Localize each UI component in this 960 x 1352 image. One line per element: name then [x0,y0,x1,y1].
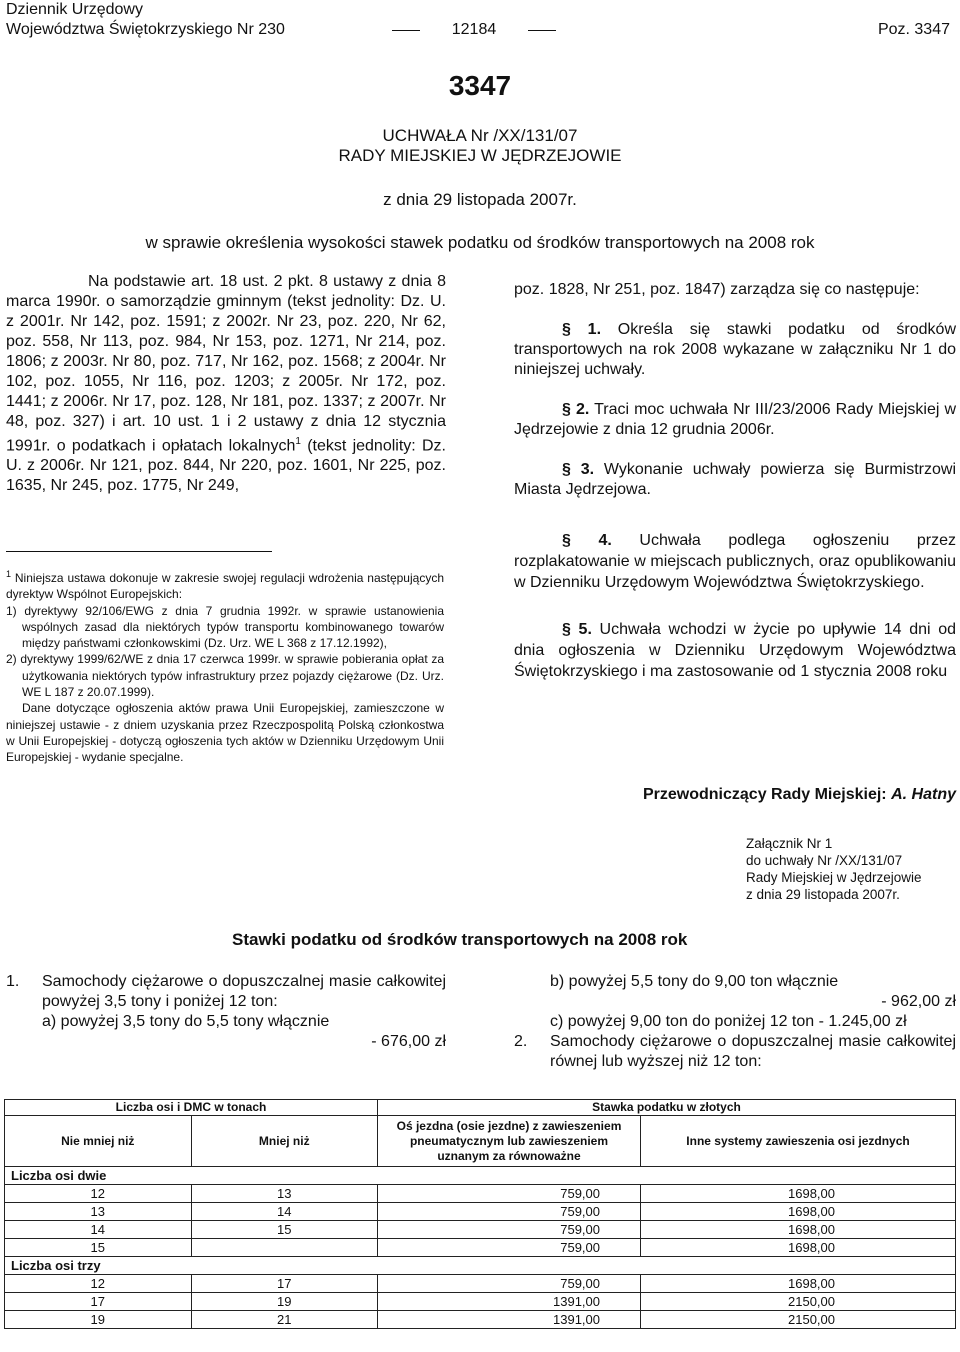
th-rate: Stawka podatku w złotych [378,1100,956,1116]
preamble [6,272,446,496]
page-number: 12184 [424,20,524,40]
cell-other: 1698,00 [641,1221,956,1239]
council-name: RADY MIEJSKIEJ W JĘDRZEJOWIE [338,146,622,165]
signature-name: A. Hatny [891,786,956,803]
group-three-axles: Liczba osi trzy [5,1257,956,1275]
rate-b-amount: - 962,00 zł [881,993,956,1010]
annex-title: Załącznik Nr 1 [746,836,833,851]
table-row [5,1293,956,1311]
footnote-divider [6,551,272,552]
section-5-text: Uchwała wchodzi w życie po upływie 14 dni od dnia ogłoszenia w Dzienniku Urzędowym Województwa Świętokrzyskiego i ma zastosowanie od 1 stycznia 2008 roku [514,621,956,680]
annex-ref: do uchwały Nr /XX/131/07 [746,853,903,868]
position-number: Poz. 3347 [877,21,950,38]
annex-header [746,835,922,903]
rate-item-1-text: Samochody ciężarowe o dopuszczalnej masie całkowitej powyżej 3,5 tony i poniżej 12 ton: [42,973,446,1010]
footnote-closing: Dane dotyczące ogłoszenia aktów prawa Unii Europejskiej, zamieszczone w niniejszej ustawie - z dniem uzyskania przez Rzeczpospolitą Polską członkostwa w Unii Europejskiej - dotyczą ogłoszenia tych aktów w Dzienniku Urzędowym Unii Europejskiej - wydanie specjalne. [6,701,444,765]
cell-min: 12 [5,1185,192,1203]
footnote-ref: 1 [295,436,301,447]
section-3-text: Wykonanie uchwały powierza się Burmistrzowi Miasta Jędrzejowa. [514,461,957,498]
rates-title: Stawki podatku od środków transportowych na 2008 rok [232,930,688,949]
section-4 [514,530,956,593]
section-2-mark: § 2. [562,401,590,418]
cell-other: 1698,00 [641,1239,956,1257]
rate-table [4,1099,956,1329]
rates-left [6,972,446,1052]
cell-min: 17 [5,1293,192,1311]
journal-title: Dziennik Urzędowy [6,1,143,18]
document-number: 3347 [448,70,512,101]
cell-pneumatic: 759,00 [378,1221,641,1239]
section-4-mark: § 4. [562,532,612,549]
table-row [5,1185,956,1203]
th-max: Mniej niż [191,1116,378,1167]
cell-max: 15 [191,1221,378,1239]
annex-date: z dnia 29 listopada 2007r. [746,887,900,902]
cell-max: 13 [191,1185,378,1203]
table-row [5,1239,956,1257]
resolution-sections [514,280,956,702]
signature [643,786,956,804]
journal-header [6,0,285,40]
cell-pneumatic: 759,00 [378,1239,641,1257]
table-row [5,1221,956,1239]
rate-a-text: a) powyżej 3,5 tony do 5,5 tony włącznie [42,1013,330,1030]
rate-item-2-label: 2. [514,1033,528,1050]
footnote-item-1: 1) dyrektywy 92/106/EWG z dnia 7 grudnia 1992r. w sprawie ustanowienia wspólnych zasad dla niektórych typów transportu kombinowanego towarów między państwami członkowskimi (Dz. Urz. WE L 368 z 17.12.1992), [6,603,444,651]
cell-other: 1698,00 [641,1185,956,1203]
table-row [5,1311,956,1329]
section-3 [514,460,956,500]
cell-other: 1698,00 [641,1203,956,1221]
rate-c-text: c) powyżej 9,00 ton do poniżej 12 ton - 1.245,00 zł [550,1013,907,1030]
cell-min: 14 [5,1221,192,1239]
cell-min: 19 [5,1311,192,1329]
preamble-text-cont: (tekst jednolity: Dz. U. z 2006r. Nr 121, poz. 844, Nr 220, poz. 1601, Nr 225, poz. 1635, Nr 245, poz. 1775, Nr 249, [6,437,446,495]
cell-max [191,1239,378,1257]
rate-item-1 [6,972,446,1012]
cell-pneumatic: 1391,00 [378,1293,641,1311]
cell-other: 2150,00 [641,1293,956,1311]
section-1-text: Określa się stawki podatku od środków transportowych na rok 2008 wykazane w załączniku Nr 1 do niniejszej uchwały. [514,321,956,378]
journal-issue: Województwa Świętokrzyskiego Nr 230 [6,21,285,38]
cell-other: 1698,00 [641,1275,956,1293]
section-5-mark: § 5. [562,621,592,638]
rate-item-1-label: 1. [6,973,20,990]
cell-max: 17 [191,1275,378,1293]
cell-pneumatic: 759,00 [378,1203,641,1221]
cell-other: 2150,00 [641,1311,956,1329]
footnote-item-2: 2) dyrektywy 1999/62/WE z dnia 17 czerwca 1999r. w sprawie pobierania opłat za użytkowania niektórych typów infrastruktury przez pojazdy ciężarowe (Dz. Urz. WE L 187 z 20.07.1999). [6,652,444,700]
rate-b [514,972,956,1012]
th-other: Inne systemy zawieszenia osi jezdnych [641,1116,956,1167]
rates-right [514,972,956,1072]
rate-a-amount: - 676,00 zł [371,1033,446,1050]
th-min: Nie mniej niż [5,1116,192,1167]
preamble-text: Na podstawie art. 18 ust. 2 pkt. 8 ustawy z dnia 8 marca 1990r. o samorządzie gminnym (tekst jednolity: Dz. U. z 2001r. Nr 142, poz. 1591; z 2002r. Nr 23, poz. 220, Nr 62, poz. 558, Nr 113, poz. 984, Nr 153, poz. 1271, Nr 214, poz. 1806; z 2003r. Nr 80, poz. 717, Nr 162, poz. 1568; z 2004r. Nr 102, poz. 1055, Nr 116, poz. 1203; z 2005r. Nr 172, poz. 1441; z 2006r. Nr 17, poz. 128, Nr 181, poz. 1337; z 2007r. Nr 48, poz. 327) i art. 10 ust. 1 i 2 ustawy z dnia 12 stycznia 1991r. o podatkach i opłatach lokalnych [6,273,446,455]
rate-b-text: b) powyżej 5,5 tony do 9,00 ton włącznie [550,973,839,990]
resolution-title: UCHWAŁA Nr /XX/131/07 [382,126,578,145]
rate-item-2 [514,1032,956,1072]
table-row [5,1275,956,1293]
resolution-date: z dnia 29 listopada 2007r. [383,190,577,209]
cell-min: 12 [5,1275,192,1293]
th-axles: Liczba osi i DMC w tonach [5,1100,378,1116]
section-2 [514,400,956,440]
th-pneumatic: Oś jezdna (osie jezdne) z zawieszeniem pneumatycznym lub zawieszeniem uznanym za równoważne [378,1116,641,1167]
preamble-end: poz. 1828, Nr 251, poz. 1847) zarządza się co następuje: [514,281,920,298]
group-two-axles: Liczba osi dwie [5,1167,956,1185]
cell-min: 13 [5,1203,192,1221]
section-5 [514,619,956,682]
footnote-mark: 1 [6,569,12,579]
annex-council: Rady Miejskiej w Jędrzejowie [746,870,922,885]
section-2-text: Traci moc uchwała Nr III/23/2006 Rady Miejskiej w Jędrzejowie z dnia 12 grudnia 2006r. [514,401,957,438]
cell-pneumatic: 759,00 [378,1275,641,1293]
cell-max: 21 [191,1311,378,1329]
cell-pneumatic: 759,00 [378,1185,641,1203]
cell-max: 19 [191,1293,378,1311]
signature-label: Przewodniczący Rady Miejskiej: [642,786,887,803]
rate-a [6,1012,446,1052]
table-row [5,1203,956,1221]
cell-min: 15 [5,1239,192,1257]
section-4-text: Uchwała podlega ogłoszeniu przez rozplakatowanie w miejscach publicznych, oraz opublikowaniu w Dzienniku Urzędowym Województwa Świętokrzyskiego. [514,532,957,591]
cell-pneumatic: 1391,00 [378,1311,641,1329]
cell-max: 14 [191,1203,378,1221]
section-1-mark: § 1. [562,321,602,338]
section-3-mark: § 3. [562,461,595,478]
footnote [6,566,444,766]
resolution-subject: w sprawie określenia wysokości stawek podatku od środków transportowych na 2008 rok [145,233,815,252]
section-1 [514,320,956,380]
rate-item-2-text: Samochody ciężarowe o dopuszczalnej masie całkowitej równej lub wyższej niż 12 ton: [550,1033,956,1070]
footnote-intro: Niniejsza ustawa dokonuje w zakresie swojej regulacji wdrożenia następujących dyrektyw Wspólnot Europejskich: [6,571,444,602]
